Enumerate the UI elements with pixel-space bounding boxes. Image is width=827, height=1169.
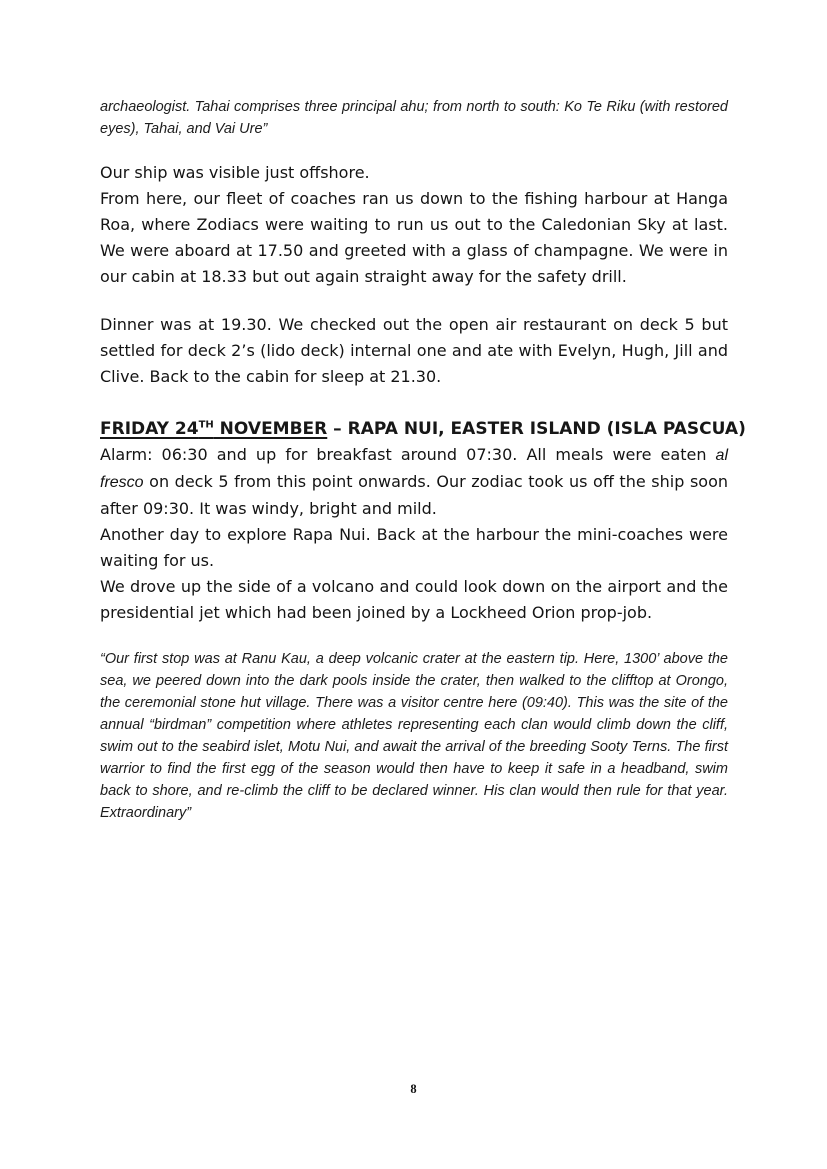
heading-ordinal-superscript: TH [198,419,214,431]
alarm-text-before: Alarm: 06:30 and up for breakfast around 07:30. All meals were eaten [100,445,716,464]
heading-underlined-part [100,419,327,439]
heading-month: NOVEMBER [213,419,328,439]
page-content [100,96,746,824]
page-number: 8 [410,1082,417,1096]
heading-suffix: – RAPA NUI, EASTER ISLAND (ISLA PASCUA) [327,419,746,439]
paragraph-alarm [100,442,728,522]
paragraph-ship-offshore: Our ship was visible just offshore. [100,163,370,182]
paragraph-harbour: From here, our fleet of coaches ran us down to the fishing harbour at Hanga Roa, where Zodiacs were waiting to run us out to the Caledonian Sky at last. We were aboard at 17.50 and greeted with a glass of champagne. We were in our cabin at 18.33 but out again straight away for the safety drill. [100,189,728,286]
final-quote-paragraph: “Our first stop was at Ranu Kau, a deep volcanic crater at the eastern tip. Here, 1300’ above the sea, we peered down into the dark pools inside the crater, then walked to the clifftop at Orongo, the ceremonial stone hut village. There was a visitor centre here (09:40). This was the site of the annual “birdman” competition where athletes representing each clan would climb down the cliff, swim out to the seabird islet, Motu Nui, and await the arrival of the breeding Sooty Terns. The first warrior to find the first egg of the season would then have to keep it safe in a headband, swim back to shore, and re-climb the cliff to be declared winner. His clan would then rule for that year. Extraordinary” [100,651,728,821]
alarm-italic-phrase: al fresco [100,447,728,491]
paragraph-another-day: Another day to explore Rapa Nui. Back at the harbour the mini-coaches were waiting for us. [100,525,728,570]
heading-date: FRIDAY 24 [100,419,199,439]
alarm-text-after: on deck 5 from this point onwards. Our zodiac took us off the ship soon after 09:30. It was windy, bright and mild. [100,472,728,518]
paragraph-volcano: We drove up the side of a volcano and could look down on the airport and the presidential jet which had been joined by a Lockheed Orion prop-job. [100,577,728,622]
intro-quote-paragraph: archaeologist. Tahai comprises three principal ahu; from north to south: Ko Te Riku (with restored eyes), Tahai, and Vai Ure” [100,99,728,137]
paragraph-dinner: Dinner was at 19.30. We checked out the open air restaurant on deck 5 but settled for deck 2’s (lido deck) internal one and ate with Evelyn, Hugh, Jill and Clive. Back to the cabin for sleep at 21.30. [100,315,728,386]
section-heading [100,416,746,442]
